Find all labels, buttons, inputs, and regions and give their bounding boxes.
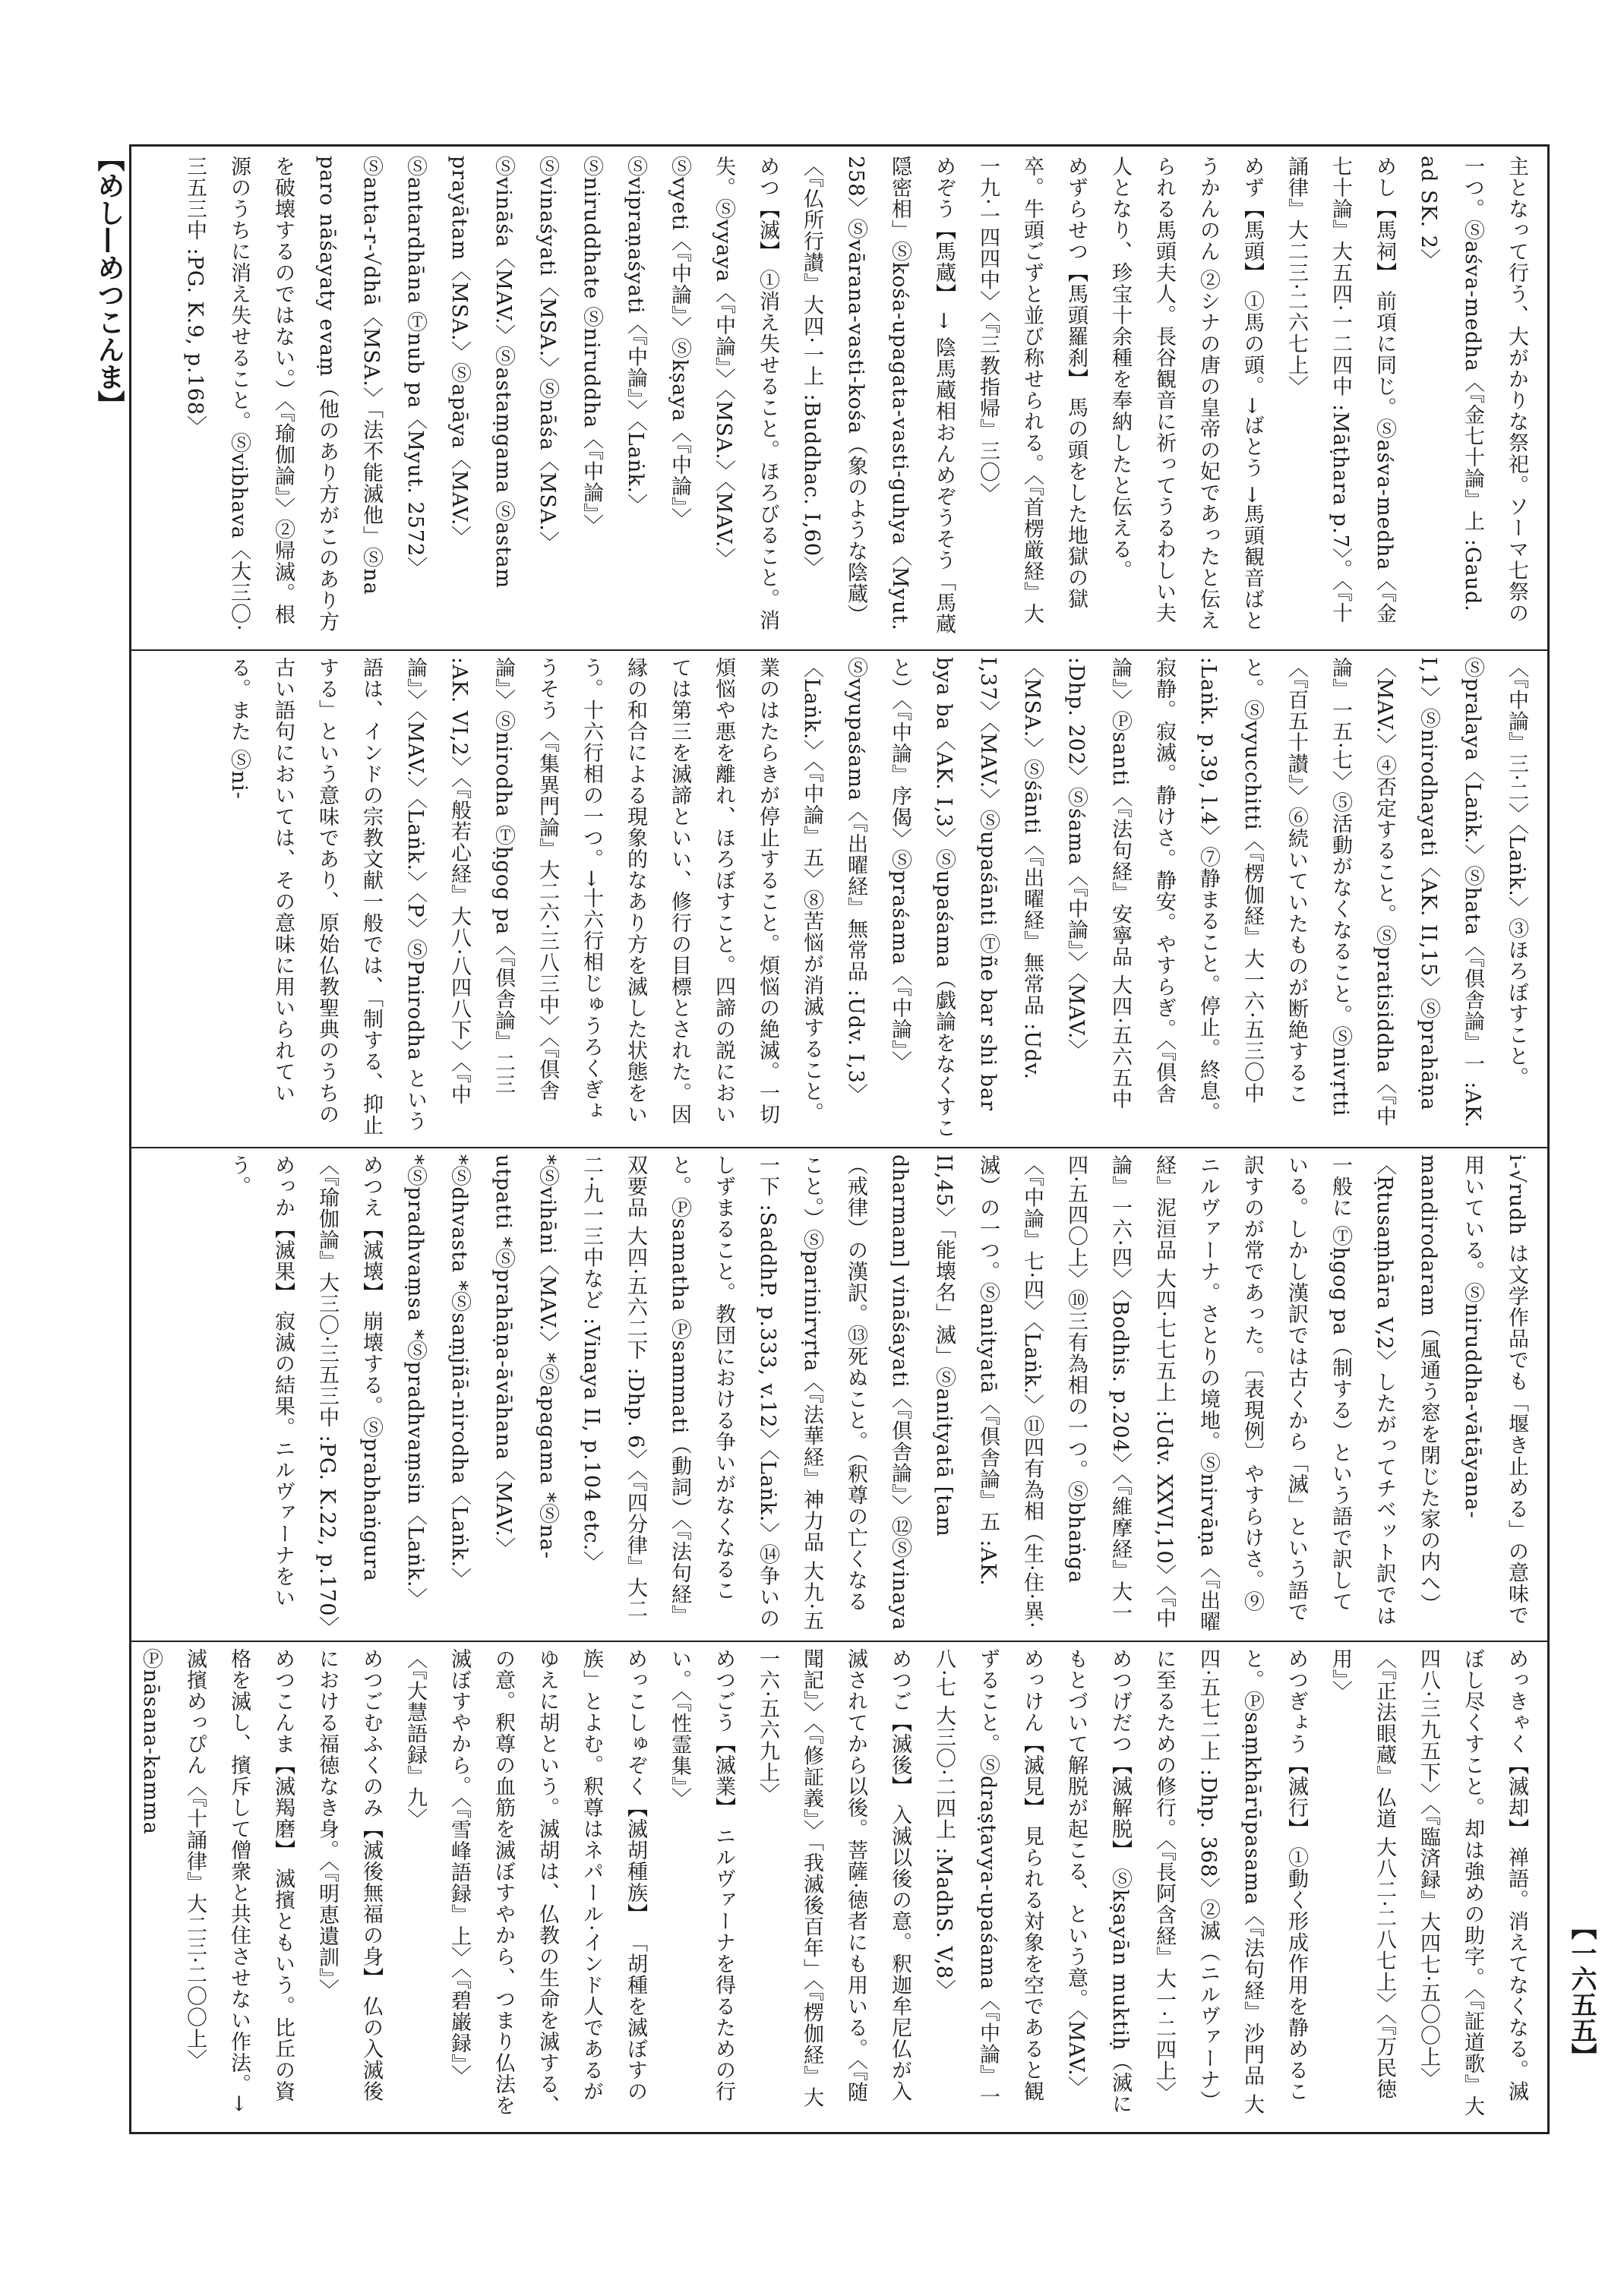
page-number: 【一六五五】 — [1566, 1914, 1597, 2069]
entry: めつご【滅後】 入滅以後の意。釈迦牟尼仏が入滅されてから以後。菩薩·徳者にも用いる。〈『随聞記』〉〈『修証義』〉「我滅後百年」〈『楞伽経』大一六·五六九上〉 — [756, 1648, 912, 2108]
tier-divider — [129, 1641, 1550, 1642]
entry: めっか【滅果】 寂滅の結果。ニルヴァーナをいう。 — [227, 1154, 295, 1609]
entry: めつごむふくのみ【滅後無福の身】 仏の入滅後における福徳なき身。〈『明恵遺訓』〉 — [315, 1648, 383, 2102]
tier-2 — [141, 657, 1538, 1139]
tier-divider — [129, 649, 1550, 651]
entry: i-√rudh は文学作品でも「堰き止める」の意味で用いている。Ⓢniruddha-vātāyana-mandirodaram（風通う窓を閉じた家の内へ）〈Ṛtusaṃhāra V,2〉したがってチベット訳では一般に Ⓣḥgog pa（制する）という語で訳している。しかし漢訳では古くから「滅」という語で訳すのが常であった。〔表現例〕やすらけさ。⑨ニルヴァーナ。さとりの境地。Ⓢnirvāṇa〈『出曜経』泥洹品 大四·七七五上 :Udv. XXVI,10〉〈『中論』一六·四〉〈Bodhis. p.204〉〈『維摩経』大一四·五四〇上〉⑩三有為相の一つ。Ⓢbhaṅga〈『中論』七·四〉〈Laṅk.〉⑪四有為相（生·住·異·滅）の一つ。Ⓢanityatā〈『倶舎論』五 :AK. II,45〉「能壊名」滅」Ⓢanityatā [tam dharmam] vināśayati〈『倶舎論』〉⑫Ⓢvinaya（戒律）の漢訳。⑬死ぬこと。（釈尊の亡くなること。）Ⓢparinirvṛta〈『法華経』神力品 大九·五一下 :SaddhP. p.333, v.12〉〈Laṅk.〉⑭争いのしずまること。教団における争いがなくなること。Ⓟsamatha Ⓟsammati（動詞）〈『法句経』双要品 大四·五六二下 :Dhp. 6〉〈『四分律』大二二·九一三中など :Vinaya II, p.104 etc.〉*Ⓢvihāni〈MAV.〉*Ⓢapagama *Ⓢna-utpatti *Ⓢprahāṇa-āvāhana〈MAV.〉*Ⓢdhvasta *Ⓢsaṃjñā-nirodha〈Laṅk.〉*Ⓢpradhvaṃsa *Ⓢpradhvaṃsin〈Laṅk.〉 — [403, 1154, 1528, 1633]
entry: めぞう【馬蔵】 → 陰馬蔵相おんめぞうそう「馬蔵隠密相」Ⓢkośa-upagata-vasti-guhya〈Myut. 258〉Ⓢvārana-vasti-kośa（象のような陰蔵）〈『仏所行讃』大四·一上 :Buddhac. I,60〉 — [800, 156, 956, 635]
entry: めずらせつ【馬頭羅刹】 馬の頭をした地獄の獄卒。牛頭ごずと並び称せられる。〈『首楞厳経』大一九·一四四中〉〈『三教指帰』三〇〉 — [976, 156, 1088, 624]
entry: めつ【滅】 ①消え失せること。ほろびること。消失。Ⓢvyaya〈『中論』〉〈MSA.〉〈MAV.〉Ⓢvyeti〈『中論』〉Ⓢkṣaya〈『中論』〉Ⓢvipraṇaśyati〈『中論』〉〈Laṅk.〉Ⓢniruddhate Ⓢniruddha〈『中論』〉Ⓢvinaśyati〈MSA.〉Ⓢnāśa〈MSA.〉Ⓢvināśa〈MAV.〉Ⓢastaṃgama Ⓢastam prayātam〈MSA.〉Ⓢapāya〈MAV.〉Ⓢantardhāna Ⓣnub pa〈Myut. 2572〉Ⓢanta-r-√dhā〈MSA.〉「法不能滅他」Ⓢna paro nāśayaty evaṃ（他のあり方がこのあり方を破壊するのではない。）〈『瑜伽論』〉②帰滅。根源のうちに消え失せること。Ⓢvibhava〈大三〇·三五三中 :PG. K.9, p.168〉 — [183, 156, 779, 633]
tier-4 — [141, 1648, 1538, 2123]
entry: めつげだつ【滅解脱】 Ⓢkṣayān muktiḥ（滅にもとづいて解脱が起こる、という意。〈MAV.〉 — [1064, 1648, 1132, 2115]
entry: めし【馬祠】 前項に同じ。Ⓢaśva-medha〈『金七十論』大五四·一二四中 :Māṭhara p.7〉。〈『十誦律』大二三·二六七上〉 — [1284, 156, 1396, 624]
tier-4-text — [141, 1648, 1538, 2123]
tier-3 — [141, 1154, 1538, 1638]
entry: めっきゃく【滅却】 禅語。消えてなくなる。滅ぼし尽くすこと。却は強めの助字。〈『証道歌』大四八·三九五下〉〈『臨済録』大四七·五〇〇上〉〈『正法眼蔵』仏道 大八二·二八七上〉〈『万民徳用』〉 — [1329, 1648, 1528, 2117]
entry: めっけん【滅見】 見られる対象を空であると観ずること。Ⓢdraṣṭavya-upaśama〈『中論』一八·七 大三〇·二四上 :MadhS. V,8〉 — [932, 1648, 1044, 2108]
entry: めっこしゅぞく【滅胡種族】 「胡種を滅ぼすの族」とよむ。釈尊はネパール·インド人であるがゆえに胡という。滅胡は、仏教の生命を滅する、の意。釈尊の血筋を滅ぼすやから、つまり仏法を滅ぼすやから。〈『雪峰語録』上〉〈『碧巌録』〉〈『大慧語録』九〉 — [403, 1648, 647, 2116]
tier-3-text — [141, 1154, 1538, 1638]
tier-1-text — [141, 156, 1538, 642]
running-header: 【めし—めつこんま】 — [93, 144, 125, 418]
tier-1 — [141, 156, 1538, 642]
entry: 主となって行う、大がかりな祭祀。ソーマ七祭の一つ。Ⓢaśva-medha〈『金七十論』上 :Gaud. ad SK. 2〉 — [1417, 156, 1528, 624]
tier-divider — [129, 1147, 1550, 1148]
entry: めつえ【滅壊】 崩壊する。Ⓢprabhaṅgura〈『瑜伽論』大三〇·三五三中 :PG. K.22, p.170〉 — [315, 1154, 383, 1638]
entry: めず【馬頭】 ①馬の頭。→ばとう →馬頭観音ばとうかんのん ②シナの唐の皇帝の妃であったと伝えられる馬頭夫人。長谷観音に祈ってうるわしい夫人となり、珍宝十余種を奉納したと伝える。 — [1108, 156, 1264, 632]
entry: めつぎょう【滅行】 ①動く形成作用を静めること。Ⓟsaṃkhārūpasama〈『法句経』沙門品 大四·五七二上 :Dhp. 368〉②滅（ニルヴァーナ）に至るための修行。〈『長阿含経』大一·二四上〉 — [1152, 1648, 1308, 2115]
tier-2-text — [141, 657, 1538, 1139]
entry: めつこんま【滅羯磨】 滅擯ともいう。比丘の資格を滅し、擯斥して僧衆と共住させない作法。→滅擯めっぴん〈『十誦律』大二三·二〇〇上〉Ⓟnāsana-kamma — [139, 1648, 295, 2113]
entry: 〈『中論』三·二〉〈Laṅk.〉③ほろぼすこと。Ⓢpralaya〈Laṅk.〉Ⓢhata〈『倶舎論』一 :AK. I,1〉Ⓢnirodhayati〈AK. II,15〉Ⓢprahāṇa〈MAV.〉④否定すること。Ⓢpratisiddha〈『中論』一五·七〉⑤活動がなくなること。Ⓢnivṛtti〈『百五十讃』〉⑥続いていたものが断絶すること。Ⓢvyucchitti〈『楞伽経』大一六·五三〇中 :Laṅk. p.39, l.4〉⑦静まること。停止。終息。寂静。寂滅。静けさ。静安。やすらぎ。〈『倶舎論』〉Ⓟsanti〈『法句経』安寧品 大四·五六五中 :Dhp. 202〉Ⓢśama〈『中論』〉〈MAV.〉〈MSA.〉Ⓢśānti〈『出曜経』無常品 :Udv. I,37〉〈MAV.〉Ⓢupaśānti Ⓣñe bar shi bar bya ba〈AK. I,3〉Ⓢupaśama（戯論をなくすこと）〈『中論』序偈〉Ⓢpraśama〈『中論』〉Ⓢvyupaśama〈『出曜経』無常品 :Udv. I,3〉〈Laṅk.〉〈『中論』五〉⑧苦悩が消滅すること。業のはたらきが停止すること。煩悩の絶滅。一切煩悩や悪を離れ、ほろぼすこと。四諦の説においては第三を滅諦といい、修行の目標とされた。因縁の和合による現象的なあり方を滅した状態をいう。十六行相の一つ。→十六行相じゅうろくぎょうそう〈『集異門論』大二六·三八三中〉〈『倶舎論』〉Ⓢnirodha Ⓣḥgog pa〈『倶舎論』二三 :AK. VI,2〉〈『般若心経』大八·八四八下〉〈『中論』〉〈MAV.〉〈Laṅk.〉〈P〉ⓈPnirodha という語は、インドの宗教文献一般では、「制する、抑止する」という意味であり、原始仏教聖典のうちの古い語句においては、その意味に用いられている。また Ⓢni- — [227, 657, 1528, 1139]
entry: めつごう【滅業】 ニルヴァーナを得るための行い。〈『性霊集』〉 — [668, 1648, 735, 2102]
